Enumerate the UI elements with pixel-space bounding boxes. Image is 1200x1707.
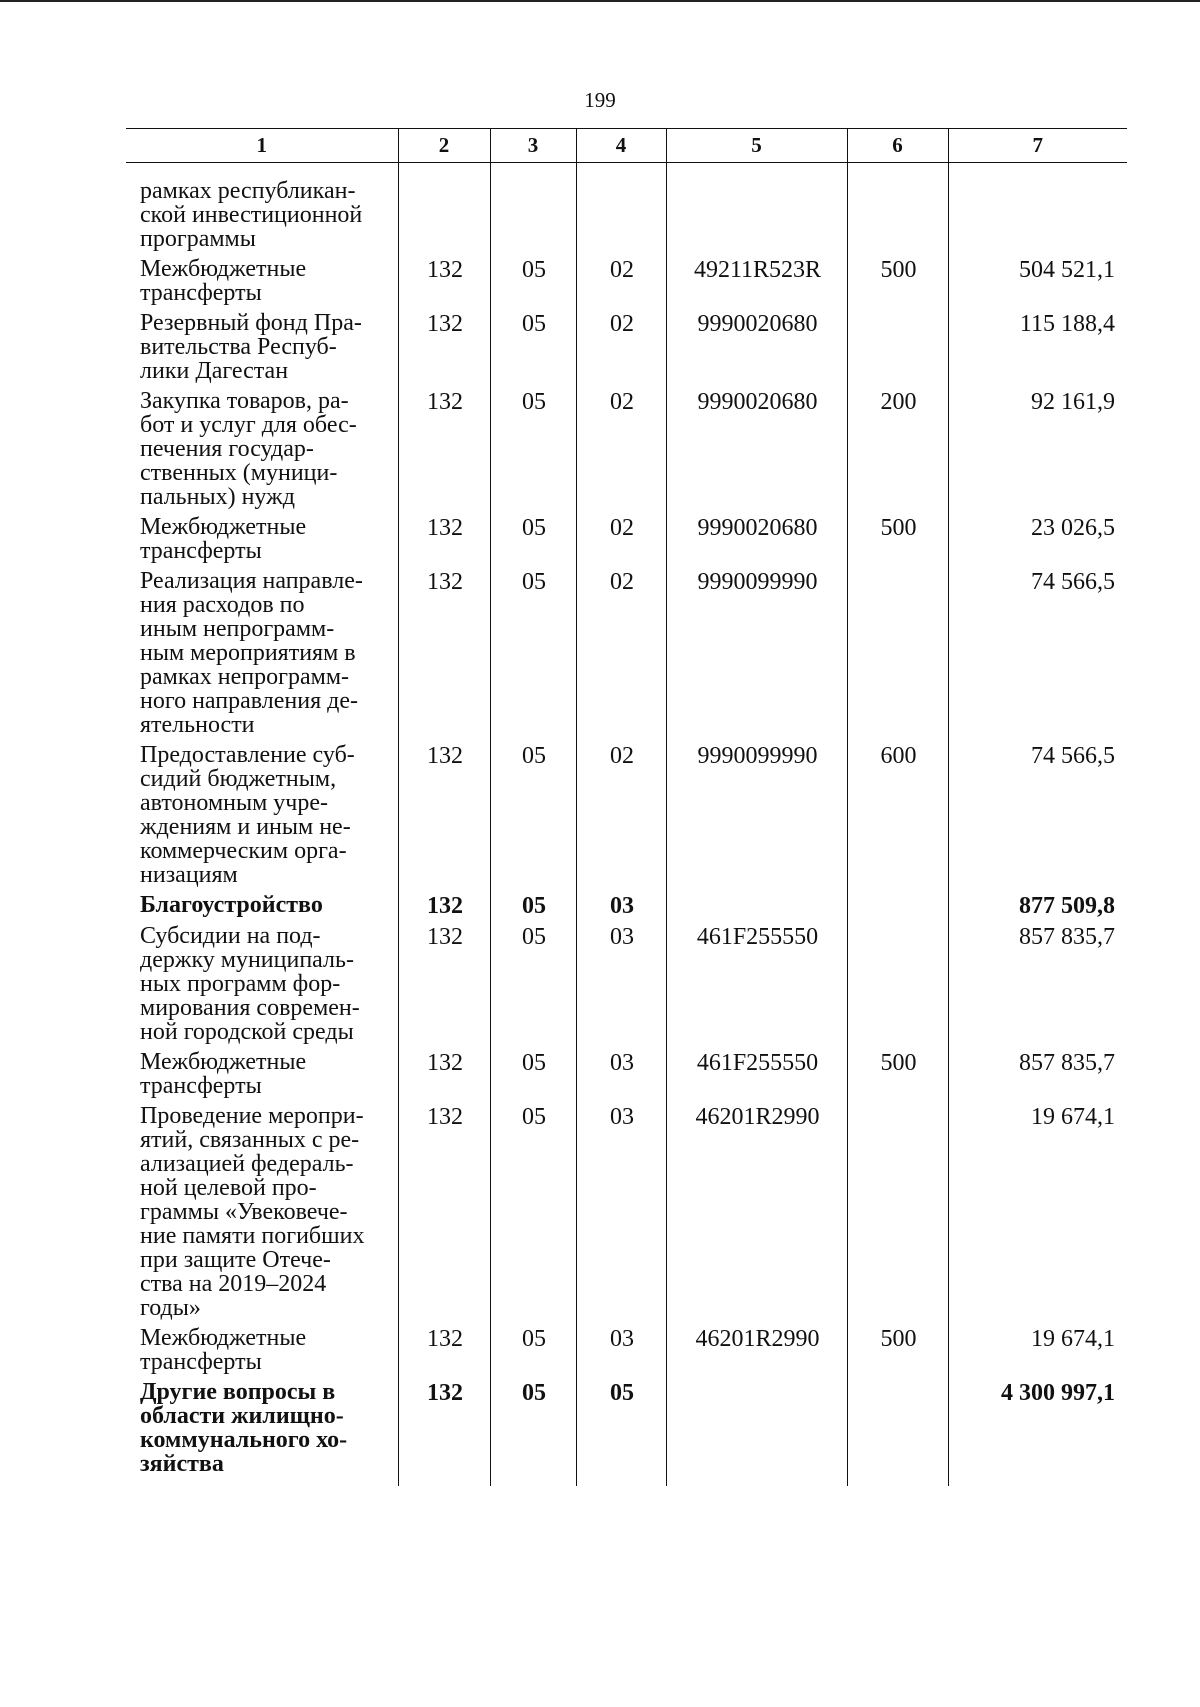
row-expense-type-cell: 600 — [847, 743, 948, 893]
row-code-4-cell: 02 — [576, 311, 666, 389]
row-expense-type-cell: 500 — [847, 515, 948, 569]
row-expense-type-cell: 200 — [847, 389, 948, 515]
page-number: 199 — [584, 88, 616, 112]
row-code-3-cell: 05 — [490, 1050, 576, 1104]
row-target-article-cell: 9990020680 — [666, 389, 847, 515]
row-code-3-cell: 05 — [490, 1104, 576, 1326]
row-code-4-cell: 03 — [576, 1050, 666, 1104]
row-code-4-cell: 03 — [576, 924, 666, 1050]
row-expense-type-cell: 500 — [847, 1050, 948, 1104]
row-target-article-cell: 46201R2990 — [666, 1104, 847, 1326]
row-name-cell: Межбюджетные трансферты — [140, 256, 307, 306]
table-spacer-row — [126, 163, 1127, 180]
row-code-3-cell: 05 — [490, 389, 576, 515]
row-code-4-cell: 02 — [576, 257, 666, 311]
column-header-3: 3 — [490, 129, 576, 163]
row-amount-cell: 19 674,1 — [948, 1104, 1127, 1326]
row-amount-cell: 877 509,8 — [948, 893, 1127, 924]
column-header-1: 1 — [126, 129, 398, 163]
row-code-4-cell: 03 — [576, 893, 666, 924]
budget-table — [126, 128, 1127, 1486]
table-row — [126, 1380, 1127, 1486]
row-target-article-cell: 461F255550 — [666, 924, 847, 1050]
row-code-3-cell: 05 — [490, 311, 576, 389]
row-target-article-cell: 9990020680 — [666, 311, 847, 389]
row-code-3-cell: 05 — [490, 1380, 576, 1486]
row-code-3-cell: 05 — [490, 743, 576, 893]
row-code-4-cell: 03 — [576, 1326, 666, 1380]
table-body — [126, 163, 1127, 1487]
row-code-2-cell: 132 — [398, 515, 490, 569]
row-amount-cell: 23 026,5 — [948, 515, 1127, 569]
row-name-cell: Межбюджетные трансферты — [140, 1049, 307, 1099]
table-row — [126, 515, 1127, 569]
table-row — [126, 311, 1127, 389]
row-expense-type-cell — [847, 924, 948, 1050]
row-name-cell: Резервный фонд Пра- вительства Респуб- лики Дагестан — [140, 310, 362, 384]
row-expense-type-cell — [847, 1380, 948, 1486]
table-row — [126, 1104, 1127, 1326]
row-name-cell: Реализация направле- ния расходов по иным непрограмм- ным мероприятиям в рамках непрограмм- ного направления де- ятельности — [140, 568, 363, 738]
row-amount-cell: 857 835,7 — [948, 1050, 1127, 1104]
row-code-4-cell: 02 — [576, 389, 666, 515]
row-code-2-cell: 132 — [398, 1326, 490, 1380]
row-amount-cell: 504 521,1 — [948, 257, 1127, 311]
row-name-cell: Проведение меропри- ятий, связанных с ре- ализацией федераль- ной целевой про- граммы «Увековече- ние памяти погибших при защите Отече- ства на 2019–2024 годы» — [140, 1103, 365, 1321]
row-amount-cell: 857 835,7 — [948, 924, 1127, 1050]
row-target-article-cell: 49211R523R — [666, 257, 847, 311]
row-target-article-cell: 9990099990 — [666, 743, 847, 893]
table-row — [126, 924, 1127, 1050]
row-code-2-cell: 132 — [398, 257, 490, 311]
row-expense-type-cell: 500 — [847, 257, 948, 311]
table-row — [126, 1326, 1127, 1380]
row-expense-type-cell — [847, 1104, 948, 1326]
row-name-cell: Другие вопросы в области жилищно- коммунального хо- зяйства — [140, 1379, 348, 1477]
table-row — [126, 389, 1127, 515]
table-row — [126, 743, 1127, 893]
table-header-row — [126, 129, 1127, 163]
row-name-cell: рамках республикан- ской инвестиционной программы — [140, 178, 363, 252]
row-amount-cell: 92 161,9 — [948, 389, 1127, 515]
row-target-article-cell: 46201R2990 — [666, 1326, 847, 1380]
table-row — [126, 893, 1127, 924]
column-header-2: 2 — [398, 129, 490, 163]
row-target-article-cell: 9990099990 — [666, 569, 847, 743]
row-amount-cell: 19 674,1 — [948, 1326, 1127, 1380]
row-target-article-cell: 461F255550 — [666, 1050, 847, 1104]
row-code-3-cell: 05 — [490, 924, 576, 1050]
row-code-3-cell: 05 — [490, 893, 576, 924]
row-amount-cell: 74 566,5 — [948, 569, 1127, 743]
row-target-article-cell — [666, 179, 847, 257]
row-name-cell: Субсидии на под- держку муниципаль- ных программ фор- мирования современ- ной городской среды — [140, 923, 360, 1045]
row-code-3-cell: 05 — [490, 569, 576, 743]
table-row — [126, 1050, 1127, 1104]
page-top-edge — [0, 0, 1200, 2]
row-code-2-cell: 132 — [398, 311, 490, 389]
row-code-2-cell: 132 — [398, 1050, 490, 1104]
column-header-5: 5 — [666, 129, 847, 163]
row-code-4-cell: 02 — [576, 515, 666, 569]
row-code-3-cell: 05 — [490, 515, 576, 569]
column-header-4: 4 — [576, 129, 666, 163]
row-amount-cell: 4 300 997,1 — [948, 1380, 1127, 1486]
row-code-2-cell: 132 — [398, 389, 490, 515]
row-amount-cell: 74 566,5 — [948, 743, 1127, 893]
row-name-cell: Благоустройство — [140, 892, 323, 918]
row-code-2-cell: 132 — [398, 1380, 490, 1486]
row-expense-type-cell — [847, 569, 948, 743]
row-code-4-cell: 02 — [576, 569, 666, 743]
row-name-cell: Межбюджетные трансферты — [140, 1325, 307, 1375]
table-row — [126, 257, 1127, 311]
row-expense-type-cell: 500 — [847, 1326, 948, 1380]
row-target-article-cell — [666, 893, 847, 924]
row-code-4-cell: 02 — [576, 743, 666, 893]
row-code-2-cell — [398, 179, 490, 257]
row-code-3-cell: 05 — [490, 257, 576, 311]
row-amount-cell: 115 188,4 — [948, 311, 1127, 389]
row-name-cell: Закупка товаров, ра- бот и услуг для обес- печения государ- ственных (муници- пальных) нужд — [140, 388, 357, 510]
row-code-4-cell: 03 — [576, 1104, 666, 1326]
row-code-2-cell: 132 — [398, 569, 490, 743]
row-amount-cell — [948, 179, 1127, 257]
row-name-cell: Межбюджетные трансферты — [140, 514, 307, 564]
row-expense-type-cell — [847, 311, 948, 389]
column-header-7: 7 — [948, 129, 1127, 163]
row-code-2-cell: 132 — [398, 924, 490, 1050]
row-code-3-cell: 05 — [490, 1326, 576, 1380]
row-code-2-cell: 132 — [398, 893, 490, 924]
row-code-4-cell — [576, 179, 666, 257]
row-code-2-cell: 132 — [398, 1104, 490, 1326]
row-target-article-cell — [666, 1380, 847, 1486]
row-code-2-cell: 132 — [398, 743, 490, 893]
row-code-3-cell — [490, 179, 576, 257]
column-header-6: 6 — [847, 129, 948, 163]
row-name-cell: Предоставление суб- сидий бюджетным, автономным учре- ждениям и иным не- коммерческим орга- низациям — [140, 742, 355, 888]
table-row — [126, 179, 1127, 257]
row-expense-type-cell — [847, 179, 948, 257]
row-code-4-cell: 05 — [576, 1380, 666, 1486]
row-target-article-cell: 9990020680 — [666, 515, 847, 569]
table-row — [126, 569, 1127, 743]
row-expense-type-cell — [847, 893, 948, 924]
